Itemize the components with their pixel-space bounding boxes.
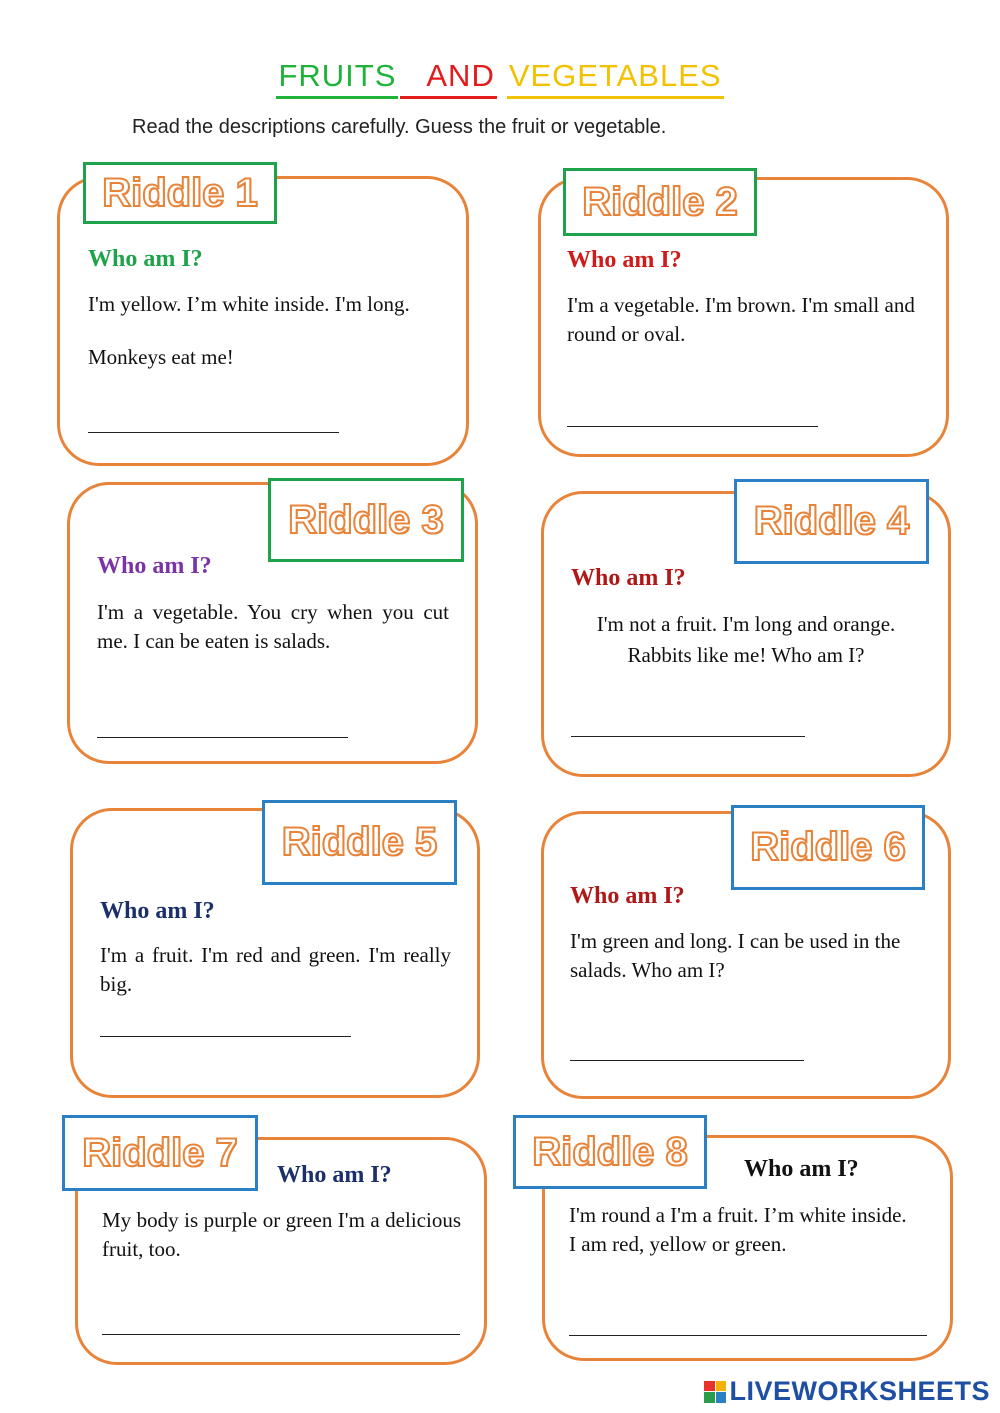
riddle-text-1a: I'm yellow. I’m white inside. I'm long. — [88, 292, 410, 316]
answer-line-4[interactable] — [571, 736, 805, 737]
riddle-text-1b: Monkeys eat me! — [88, 345, 234, 369]
answer-line-2[interactable] — [567, 426, 818, 427]
who-am-i-7: Who am I? — [277, 1162, 392, 1188]
title-vegetables: VEGETABLES — [507, 58, 724, 99]
riddle-text-6: I'm green and long. I can be used in the salads. Who am I? — [570, 929, 901, 982]
riddle-text-3: I'm a vegetable. You cry when you cut me. I can be eaten is salads. — [97, 600, 449, 653]
answer-line-3[interactable] — [97, 737, 348, 738]
riddle-tag-5: Riddle 5 — [262, 800, 457, 885]
riddle-text-2: I'm a vegetable. I'm brown. I'm small and round or oval. — [567, 293, 915, 346]
riddle-tag-8: Riddle 8 — [513, 1115, 707, 1189]
who-am-i-5: Who am I? — [100, 898, 215, 924]
who-am-i-3: Who am I? — [97, 553, 212, 579]
logo-text: LIVEWORKSHEETS — [729, 1376, 990, 1406]
answer-line-7[interactable] — [102, 1334, 460, 1335]
riddle-text-4: I'm not a fruit. I'm long and orange. Rabbits like me! Who am I? — [596, 612, 896, 667]
riddle-tag-2: Riddle 2 — [563, 168, 757, 236]
riddle-text-8: I'm round a I'm a fruit. I’m white inside. I am red, yellow or green. — [569, 1203, 907, 1256]
title-and: AND — [400, 58, 496, 99]
instructions: Read the descriptions carefully. Guess the fruit or vegetable. — [132, 116, 667, 138]
answer-line-6[interactable] — [570, 1060, 804, 1061]
answer-line-5[interactable] — [100, 1036, 351, 1037]
title-fruits: FRUITS — [276, 58, 398, 99]
who-am-i-4: Who am I? — [571, 565, 686, 591]
who-am-i-6: Who am I? — [570, 883, 685, 909]
riddle-tag-6: Riddle 6 — [731, 805, 925, 890]
riddle-tag-4: Riddle 4 — [734, 479, 929, 564]
riddle-tag-3: Riddle 3 — [268, 478, 464, 562]
answer-line-8[interactable] — [569, 1335, 927, 1336]
who-am-i-2: Who am I? — [567, 247, 682, 273]
logo-mark-icon — [704, 1381, 726, 1403]
who-am-i-1: Who am I? — [88, 246, 203, 272]
riddle-text-5: I'm a fruit. I'm red and green. I'm really big. — [100, 943, 451, 996]
riddle-tag-7: Riddle 7 — [62, 1115, 258, 1191]
who-am-i-8: Who am I? — [744, 1156, 859, 1182]
worksheet-title — [0, 58, 1000, 99]
riddle-text-7: My body is purple or green I'm a delicious fruit, too. — [102, 1208, 461, 1261]
liveworksheets-logo — [704, 1376, 990, 1407]
answer-line-1[interactable] — [88, 432, 339, 433]
riddle-tag-1: Riddle 1 — [83, 162, 277, 224]
